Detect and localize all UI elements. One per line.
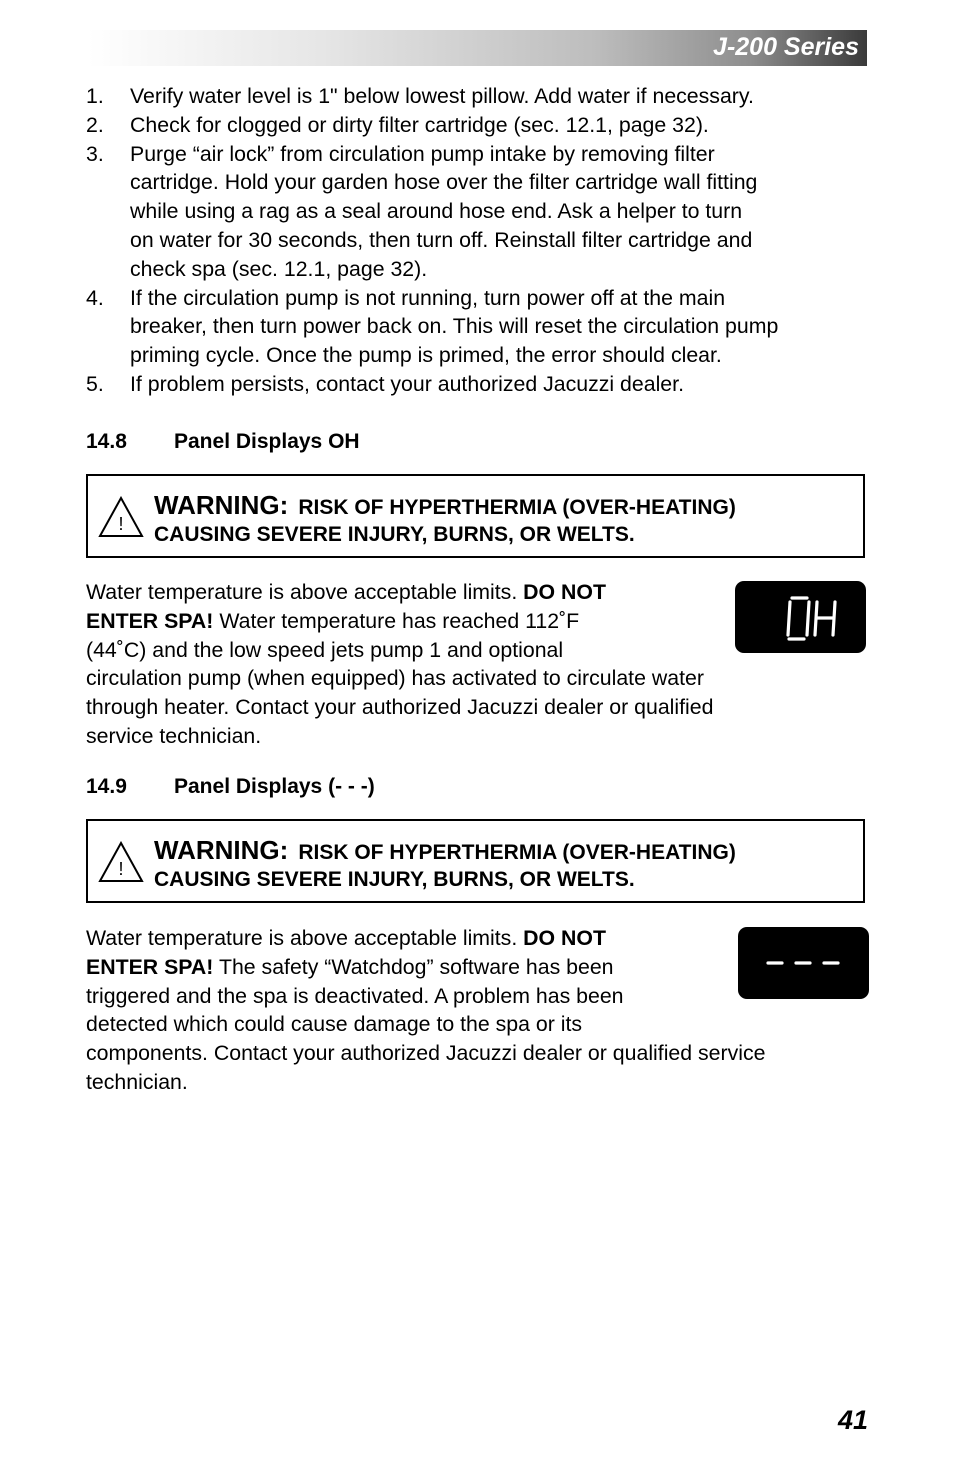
step-text: priming cycle. Once the pump is primed, the error should clear. (130, 343, 722, 368)
warning-line-1 (154, 490, 736, 521)
panel-display-oh (735, 581, 866, 653)
step-text: while using a rag as a seal around hose end. Ask a helper to turn (130, 199, 743, 224)
step-text: cartridge. Hold your garden hose over the filter cartridge wall fitting (130, 170, 758, 195)
section-number: 14.8 (86, 430, 127, 453)
page-number: 41 (837, 1405, 868, 1435)
step-text: breaker, then turn power back on. This will reset the circulation pump (130, 314, 779, 339)
para-text: triggered and the spa is deactivated. A problem has been (86, 983, 624, 1008)
warning-risk-text: RISK OF HYPERTHERMIA (OVER-HEATING) (298, 841, 736, 864)
step-text: Verify water level is 1" below lowest pillow. Add water if necessary. (130, 84, 754, 108)
step-text: If problem persists, contact your authorized Jacuzzi dealer. (130, 371, 684, 396)
warning-triangle-icon (98, 841, 144, 883)
step-text: If the circulation pump is not running, turn power off at the main (130, 285, 726, 310)
para-emphasis: DO NOT (523, 926, 606, 950)
list-item (86, 140, 876, 284)
warning-line-2: CAUSING SEVERE INJURY, BURNS, OR WELTS. (154, 523, 635, 546)
section-heading-14-9 (86, 775, 375, 799)
troubleshooting-steps (86, 82, 876, 399)
warning-mark: ! (118, 514, 124, 534)
warning-triangle-icon (98, 496, 144, 538)
para-text: Water temperature is above acceptable limits. (86, 926, 524, 950)
section-number: 14.9 (86, 775, 127, 798)
step-number: 5. (86, 371, 104, 396)
warning-word: WARNING: (154, 835, 289, 865)
para-emphasis: ENTER SPA! (86, 608, 214, 633)
warning-mark: ! (118, 859, 124, 879)
section-paragraph (86, 924, 766, 1097)
list-item (86, 284, 876, 370)
warning-word: WARNING: (154, 490, 289, 520)
panel-display-dashes (738, 927, 869, 999)
dashes-segment-glyph (738, 927, 869, 999)
step-number: 3. (86, 141, 104, 166)
para-text: service technician. (86, 723, 262, 748)
section-heading-14-8 (86, 430, 360, 454)
list-item (86, 370, 876, 399)
para-text: Water temperature is above acceptable limits. (86, 580, 524, 604)
section-paragraph (86, 578, 713, 751)
oh-segment-glyph (735, 581, 866, 653)
para-text: components. Contact your authorized Jacuzzi dealer or qualified service (86, 1041, 766, 1066)
step-text: Purge “air lock” from circulation pump intake by removing filter (130, 141, 715, 166)
step-number: 4. (86, 285, 104, 310)
para-text: Water temperature has reached 112˚F (213, 608, 580, 633)
section-title: Panel Displays (- - -) (174, 775, 375, 798)
section-title: Panel Displays OH (174, 430, 360, 453)
list-item (86, 111, 876, 140)
warning-box (86, 819, 865, 903)
step-text: check spa (sec. 12.1, page 32). (130, 256, 428, 281)
warning-box (86, 474, 865, 558)
para-text: (44˚C) and the low speed jets pump 1 and optional (86, 637, 564, 662)
para-text: The safety “Watchdog” software has been (213, 954, 614, 979)
list-item (86, 82, 876, 111)
para-text: detected which could cause damage to the spa or its (86, 1012, 583, 1037)
warning-line-1 (154, 835, 736, 866)
para-text: circulation pump (when equipped) has activated to circulate water (86, 666, 704, 691)
warning-line-2: CAUSING SEVERE INJURY, BURNS, OR WELTS. (154, 868, 635, 891)
step-number: 2. (86, 112, 104, 137)
para-emphasis: ENTER SPA! (86, 954, 214, 979)
step-text: on water for 30 seconds, then turn off. Reinstall filter cartridge and (130, 227, 753, 252)
series-title: J-200 Series (713, 33, 859, 61)
para-text: through heater. Contact your authorized Jacuzzi dealer or qualified (86, 695, 714, 720)
warning-risk-text: RISK OF HYPERTHERMIA (OVER-HEATING) (298, 496, 736, 519)
step-text: Check for clogged or dirty filter cartridge (sec. 12.1, page 32). (130, 112, 709, 137)
header-bar (88, 30, 867, 66)
para-text: technician. (86, 1069, 188, 1094)
para-emphasis: DO NOT (523, 580, 606, 604)
step-number: 1. (86, 84, 104, 108)
